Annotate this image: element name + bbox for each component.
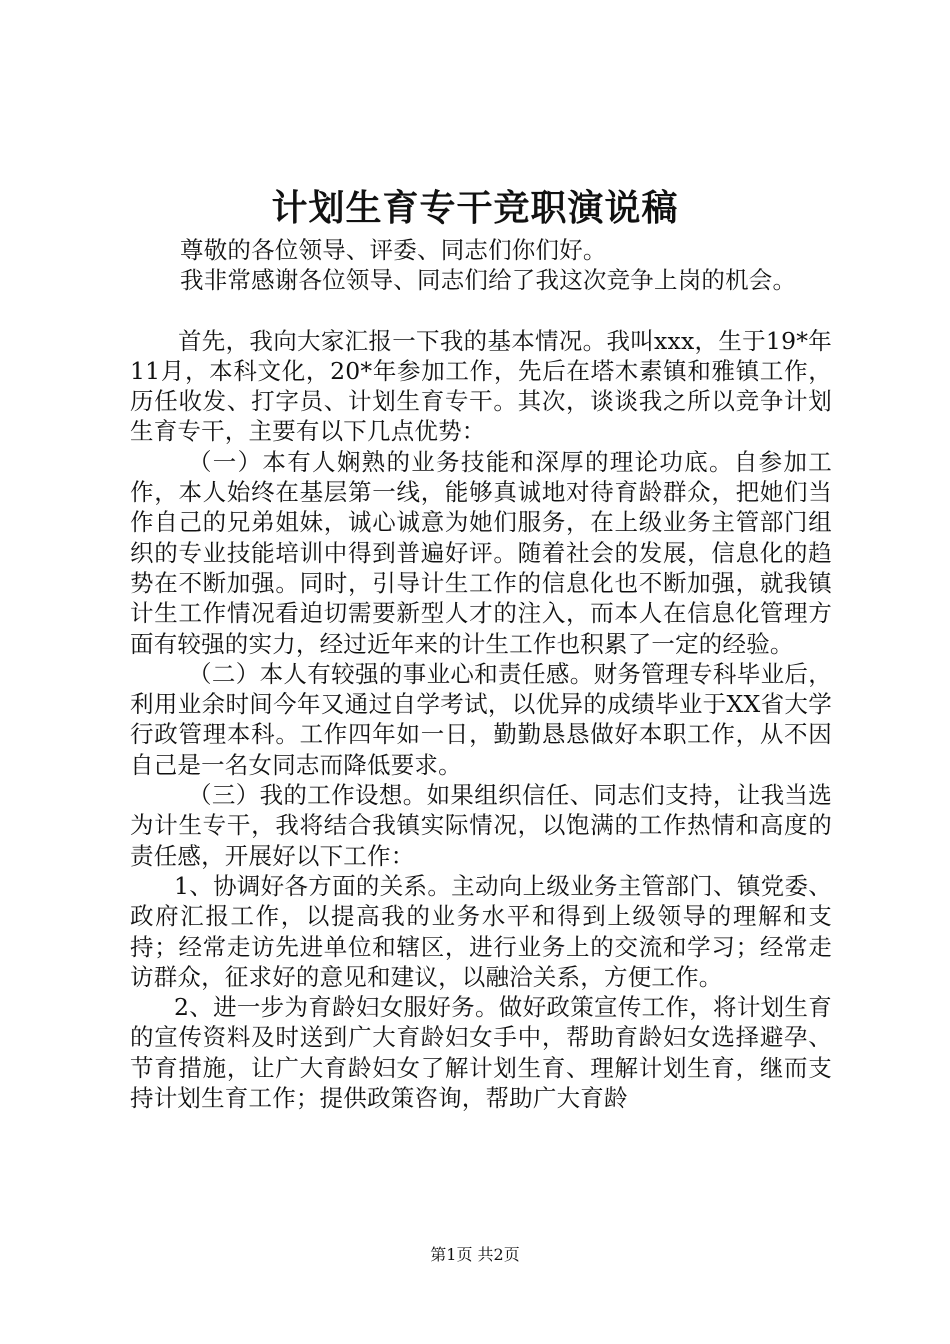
paragraph-point-three: （三）我的工作设想。如果组织信任、同志们支持，让我当选为计生专干，我将结合我镇实际情况，以饱满的工作热情和高度的责任感，开展好以下工作： <box>130 781 832 870</box>
paragraph-point-two: （二）本人有较强的事业心和责任感。财务管理专科毕业后，利用业余时间今年又通过自学考试，以优异的成绩毕业于XX省大学行政管理本科。工作四年如一日，勤勤恳恳做好本职工作，从不因自己是一名女同志而降低要求。 <box>130 659 832 779</box>
document-body <box>130 235 832 1113</box>
paragraph-greeting: 尊敬的各位领导、评委、同志们你们好。 <box>180 236 607 264</box>
paragraph-thanks: 我非常感谢各位领导、同志们给了我这次竞争上岗的机会。 <box>180 266 797 295</box>
paragraph-point-one: （一）本有人娴熟的业务技能和深厚的理论功底。自参加工作，本人始终在基层第一线，能够真诚地对待育龄群众，把她们当作自己的兄弟姐妹，诚心诚意为她们服务，在上级业务主管部门组织的专业技能培训中得到普遍好评。随着社会的发展，信息化的趋势在不断加强。同时，引导计生工作的信息化也不断加强，就我镇计生工作情况看迫切需要新型人才的注入，而本人在信息化管理方面有较强的实力，经过近年来的计生工作也积累了一定的经验。 <box>130 447 832 658</box>
page-number-footer: 第1页 共2页 <box>430 1245 520 1264</box>
paragraph-item-one: 1、协调好各方面的关系。主动向上级业务主管部门、镇党委、政府汇报工作，以提高我的业务水平和得到上级领导的理解和支持；经常走访先进单位和辖区，进行业务上的交流和学习；经常走访群众，征求好的意见和建议，以融洽关系，方便工作。 <box>130 871 832 991</box>
document-title: 计划生育专干竞职演说稿 <box>271 188 679 229</box>
paragraph-item-two: 2、进一步为育龄妇女服好务。做好政策宣传工作，将计划生育的宣传资料及时送到广大育龄妇女手中，帮助育龄妇女选择避孕、节育措施，让广大育龄妇女了解计划生育、理解计划生育，继而支持计划生育工作；提供政策咨询，帮助广大育龄 <box>130 993 832 1113</box>
paragraph-spacer <box>130 296 832 326</box>
paragraph-intro: 首先，我向大家汇报一下我的基本情况。我叫xxx，生于19*年11月，本科文化，20*年参加工作，先后在塔木素镇和雅镇工作，历任收发、打字员、计划生育专干。其次，谈谈我之所以竞争计划生育专干，主要有以下几点优势： <box>130 326 832 446</box>
